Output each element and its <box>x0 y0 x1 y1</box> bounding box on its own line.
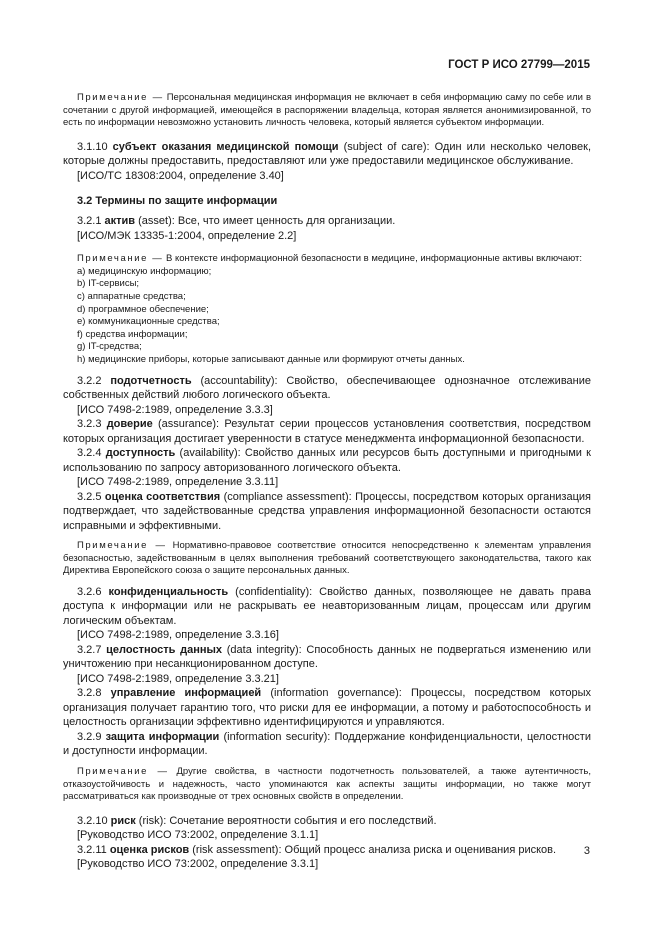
definition-reference: [ИСО 7498-2:1989, определение 3.3.21] <box>77 672 279 685</box>
definition-text: (accountability): Свойство, обеспечивающее однозначное отслеживание собственных действий любого логического объекта. <box>63 374 591 402</box>
note-text: Другие свойства, в частности подотчетность пользователей, а также аутентичность, отказоустойчивость и надежность, часто упоминаются как аспекты защиты информации, но также могут рассматриваться как производные от трех основных свойств в определении. <box>63 765 591 803</box>
note-security-properties <box>63 766 591 804</box>
note-information-assets <box>63 253 591 266</box>
definition-text: (information governance): Процессы, посредством которых организация получает гарантию того, что риски для ее информации, а потому и работоспособность и целостность организации эффективно идентифицируются и управляются. <box>63 687 591 729</box>
definition-number: 3.2.1 <box>77 215 105 228</box>
definition-reference: [ИСО 7498-2:1989, определение 3.3.16] <box>77 629 279 642</box>
note-label: Примечание — <box>77 253 164 265</box>
list-item: h) медицинские приборы, которые записывают данные или формируют отчеты данных. <box>77 354 465 366</box>
definition-number: 3.2.8 <box>77 687 111 700</box>
definition-number: 3.2.11 <box>77 843 110 856</box>
definition-number: 3.2.10 <box>77 814 111 827</box>
definition-3-2-1 <box>63 214 591 229</box>
definition-text: (compliance assessment): Процессы, посредством которых организация подтверждает, что задействованные средства управления информационной безопасности остаются исправными и эффективными. <box>63 490 591 532</box>
definition-3-2-10 <box>63 814 591 829</box>
list-item: a) медицинскую информацию; <box>77 265 212 277</box>
definition-3-2-5 <box>63 490 591 534</box>
note-label: Примечание — <box>77 540 167 552</box>
definition-term: целостность данных <box>106 643 223 656</box>
definition-term: актив <box>104 215 136 228</box>
definition-number: 3.2.3 <box>77 418 107 431</box>
definition-reference: [ИСО 7498-2:1989, определение 3.3.11] <box>77 476 279 489</box>
definition-term: субъект оказания медицинской помощи <box>112 140 339 153</box>
definition-text: (risk): Сочетание вероятности события и его последствий. <box>135 814 437 827</box>
definition-3-2-4 <box>63 446 591 475</box>
definition-reference: [Руководство ИСО 73:2002, определение 3.1.1] <box>77 829 319 842</box>
definition-term: доступность <box>105 447 176 460</box>
note-text: В контексте информационной безопасности в медицине, информационные активы включают: <box>163 253 582 265</box>
definition-number: 3.2.4 <box>77 447 106 460</box>
definition-number: 3.2.7 <box>77 643 107 656</box>
definition-term: оценка рисков <box>109 843 190 856</box>
definition-number: 3.2.9 <box>77 730 106 743</box>
list-item: e) коммуникационные средства; <box>77 316 220 328</box>
note-personal-info <box>63 92 591 130</box>
definition-term: защита информации <box>105 730 220 743</box>
list-item: d) программное обеспечение; <box>77 303 209 315</box>
definition-reference: [ИСО 7498-2:1989, определение 3.3.3] <box>77 403 273 416</box>
document-header: ГОСТ Р ИСО 27799—2015 <box>448 59 590 71</box>
note-text: Персональная медицинская информация не включает в себя информацию саму по себе или в сочетании с другой информацией, имеющейся в распоряжении владельца, которая является анонимизированной, то есть по информации невозможно установить личность человека, который является субъектом информации. <box>63 92 592 129</box>
definition-3-2-9 <box>63 730 591 759</box>
definition-3-2-6 <box>63 585 591 629</box>
note-label: Примечание — <box>77 765 169 777</box>
definition-term: оценка соответствия <box>104 490 221 503</box>
definition-text: (availability): Свойство данных или ресурсов быть доступными и пригодными к использованию по запросу авторизованного логического объекта. <box>63 447 591 474</box>
note-compliance <box>63 540 591 578</box>
definition-3-2-8 <box>63 686 591 730</box>
list-item: b) IT-сервисы; <box>77 278 140 290</box>
note-label: Примечание — <box>77 92 164 103</box>
definition-text: (subject of care): Один или несколько человек, которые должны предоставить, предоставляют или уже предоставили медицинское обслуживание. <box>63 140 591 168</box>
definition-number: 3.1.10 <box>77 140 113 153</box>
definition-text: (information security): Поддержание конфиденциальности, целостности и доступности информации. <box>63 730 591 758</box>
definition-number: 3.2.5 <box>77 490 105 503</box>
definition-term: подотчетность <box>110 374 192 387</box>
definition-text: (data integrity): Способность данных не подвергаться изменению или уничтожению при несанкционированном доступе. <box>63 643 591 671</box>
definition-reference: [ИСО/ТС 18308:2004, определение 3.40] <box>77 169 284 182</box>
definition-3-2-7 <box>63 643 591 672</box>
list-item: c) аппаратные средства; <box>77 291 186 303</box>
definition-3-2-11 <box>63 843 591 858</box>
asset-list <box>63 266 591 367</box>
definition-3-1-10 <box>63 140 591 169</box>
definition-number: 3.2.2 <box>77 374 111 387</box>
list-item: f) средства информации; <box>77 328 188 340</box>
definition-number: 3.2.6 <box>77 585 109 598</box>
page-content <box>63 92 591 872</box>
definition-text: (risk assessment): Общий процесс анализа риска и оценивания рисков. <box>189 843 557 856</box>
definition-term: конфиденциальность <box>108 585 229 598</box>
definition-reference: [ИСО/МЭК 13335-1:2004, определение 2.2] <box>77 229 297 242</box>
definition-text: (confidentiality): Свойство данных, позволяющее не давать права доступа к информации или не раскрывать ее неавторизованным лицам, процессам или другим логическим объектам. <box>63 585 591 627</box>
definition-3-2-3 <box>63 417 591 446</box>
definition-text: (asset): Все, что имеет ценность для организации. <box>135 215 396 228</box>
definition-term: доверие <box>106 418 153 431</box>
page-number: 3 <box>583 845 590 857</box>
definition-reference: [Руководство ИСО 73:2002, определение 3.3.1] <box>77 858 319 871</box>
definition-text: (assurance): Результат серии процессов установления соответствия, посредством которых организация достигает уверенности в статусе менеджмента информационной безопасности. <box>63 418 591 445</box>
note-text: Нормативно-правовое соответствие относится непосредственно к элементам управления безопасностью, задействованным в целях выполнения требований соответствующего законодательства, такого как Директива Европейского союза о защите персональных данных. <box>63 540 591 577</box>
definition-term: управление информацией <box>110 687 262 700</box>
list-item: g) IT-средства; <box>77 341 142 353</box>
definition-term: риск <box>110 814 136 827</box>
section-heading: 3.2 Термины по защите информации <box>77 195 278 208</box>
definition-3-2-2 <box>63 374 591 403</box>
